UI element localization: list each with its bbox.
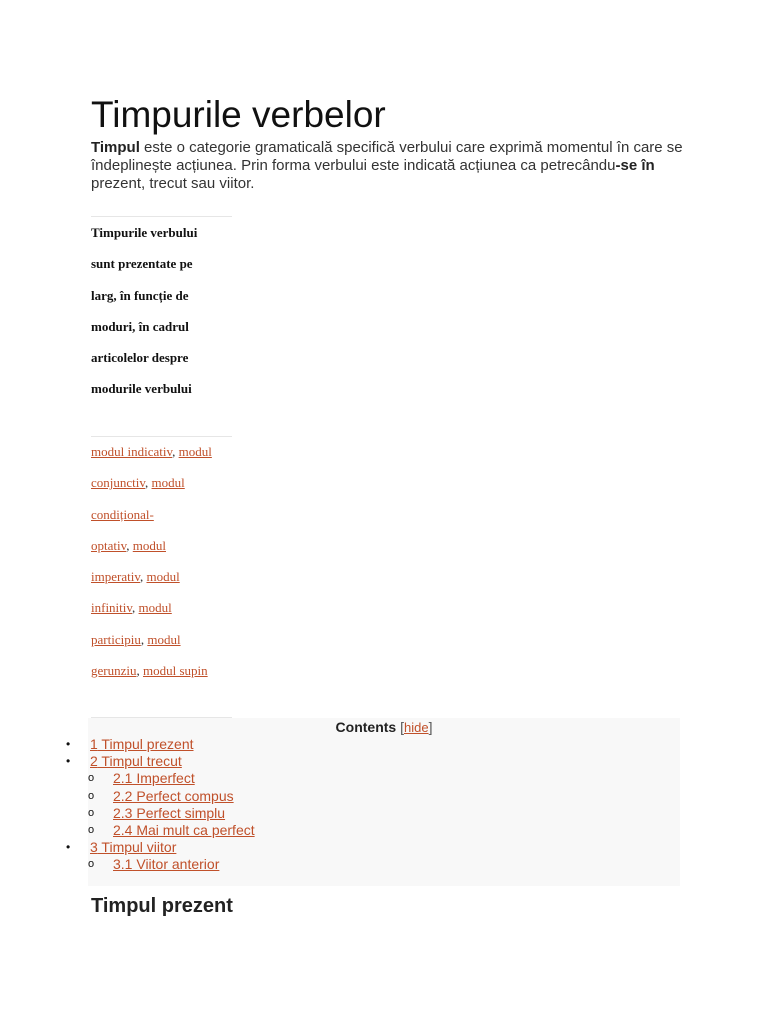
toc-item-perfect-simplu <box>88 805 255 822</box>
toc-title: Contents <box>335 719 397 735</box>
link-modul[interactable]: modul <box>132 537 166 553</box>
mode-links-line <box>91 499 251 530</box>
mode-links <box>91 436 251 686</box>
toc-item-timpul-prezent <box>66 736 255 753</box>
moods-note-line: moduri, în cadrul <box>91 318 189 334</box>
toc-label: Imperfect <box>132 770 195 787</box>
link-modul[interactable]: modul <box>138 600 172 616</box>
toc-number: 2.3 <box>113 804 133 821</box>
bullet-icon: • <box>66 840 71 855</box>
table-of-contents <box>66 718 680 886</box>
toc-bracket-open: [ <box>396 719 404 735</box>
toc-link[interactable] <box>113 788 234 804</box>
toc-label: Mai mult ca perfect <box>132 821 255 838</box>
toc-number: 3 <box>90 839 98 856</box>
page-title: Timpurile verbelor <box>91 94 386 135</box>
toc-label: Perfect simplu <box>132 804 226 821</box>
toc-number: 2.4 <box>113 821 133 838</box>
toc-number: 2.2 <box>113 787 133 804</box>
link-imperativ[interactable]: imperativ <box>91 569 140 585</box>
toc-number: 2.1 <box>113 770 133 787</box>
moods-note-line: larg, în funcție de <box>91 287 189 303</box>
toc-list <box>66 736 255 874</box>
moods-note-line: sunt prezentate pe <box>91 256 193 272</box>
link-conjunctiv[interactable]: conjunctiv <box>91 475 146 491</box>
toc-link[interactable] <box>113 770 195 786</box>
link-modul[interactable]: modul <box>146 569 180 585</box>
link-modul[interactable]: modul <box>147 631 181 647</box>
toc-item-viitor-anterior <box>88 856 255 873</box>
separator: , <box>136 663 143 679</box>
toc-number: 1 <box>90 736 98 752</box>
bullet-icon: • <box>66 737 71 751</box>
toc-link[interactable] <box>90 736 194 752</box>
mode-links-line <box>91 592 251 623</box>
toc-number: 2 <box>90 753 98 770</box>
toc-link[interactable] <box>90 753 182 769</box>
link-modul-supin[interactable]: modul supin <box>142 663 208 679</box>
toc-label: Perfect compus <box>132 787 234 804</box>
toc-label: Timpul prezent <box>97 736 194 752</box>
mode-links-line <box>91 561 251 592</box>
link-modul-indicativ[interactable]: modul indicativ <box>91 444 173 459</box>
separator: , <box>139 569 147 585</box>
toc-item-timpul-viitor <box>66 839 255 856</box>
bullet-icon: • <box>66 754 71 769</box>
intro-paragraph <box>91 139 691 193</box>
separator: , <box>140 631 148 647</box>
intro-bold-lead: Timpul <box>91 139 140 156</box>
toc-bracket-close: ] <box>428 719 433 735</box>
moods-note-line: modurile verbului <box>91 381 192 397</box>
circle-bullet-icon: o <box>88 789 95 802</box>
toc-item-mai-mult-ca-perfect <box>88 822 255 839</box>
mode-links-line <box>91 655 251 686</box>
intro-text-2: prezent, trecut sau viitor. <box>91 175 255 192</box>
link-modul[interactable]: modul <box>151 475 185 491</box>
toc-header <box>88 718 680 737</box>
toc-link[interactable] <box>113 822 255 838</box>
link-optativ[interactable]: optativ <box>91 537 127 553</box>
link-gerunziu[interactable]: gerunziu <box>91 663 137 679</box>
mode-links-line <box>91 530 251 561</box>
intro-bold-se: -se în <box>615 157 655 174</box>
toc-hide-link[interactable]: hide <box>403 720 429 735</box>
toc-label: Viitor anterior <box>132 856 220 873</box>
link-infinitiv[interactable]: infinitiv <box>91 600 133 616</box>
separator: , <box>126 537 133 553</box>
toc-link[interactable] <box>113 856 219 872</box>
link-conditional[interactable]: condițional- <box>91 506 154 522</box>
link-modul[interactable]: modul <box>178 444 212 459</box>
moods-note-line: articolelor despre <box>91 350 189 366</box>
separator: , <box>172 444 179 459</box>
separator: , <box>145 475 152 491</box>
toc-item-perfect-compus <box>88 788 255 805</box>
moods-note-line: Timpurile verbului <box>91 225 198 240</box>
moods-note <box>91 217 241 405</box>
circle-bullet-icon: o <box>88 772 95 785</box>
separator: , <box>132 600 139 616</box>
toc-link[interactable] <box>90 839 176 855</box>
mode-links-line <box>91 436 251 467</box>
link-participiu[interactable]: participiu <box>91 631 141 647</box>
toc-number: 3.1 <box>113 856 133 873</box>
toc-item-imperfect <box>88 770 255 787</box>
section-heading-timpul-prezent: Timpul prezent <box>91 895 233 917</box>
toc-item-timpul-trecut <box>66 753 255 770</box>
mode-links-line <box>91 624 251 655</box>
intro-text-1: este o categorie gramaticală specifică verbului care exprimă momentul în care se îndeplinește acțiunea. Prin forma verbului este indicată acțiunea ca petrecându <box>91 139 683 174</box>
circle-bullet-icon: o <box>88 858 95 871</box>
mode-links-line <box>91 467 251 498</box>
toc-link[interactable] <box>113 805 225 821</box>
toc-label: Timpul trecut <box>97 753 182 770</box>
circle-bullet-icon: o <box>88 823 95 836</box>
circle-bullet-icon: o <box>88 806 95 819</box>
toc-label: Timpul viitor <box>97 839 177 856</box>
